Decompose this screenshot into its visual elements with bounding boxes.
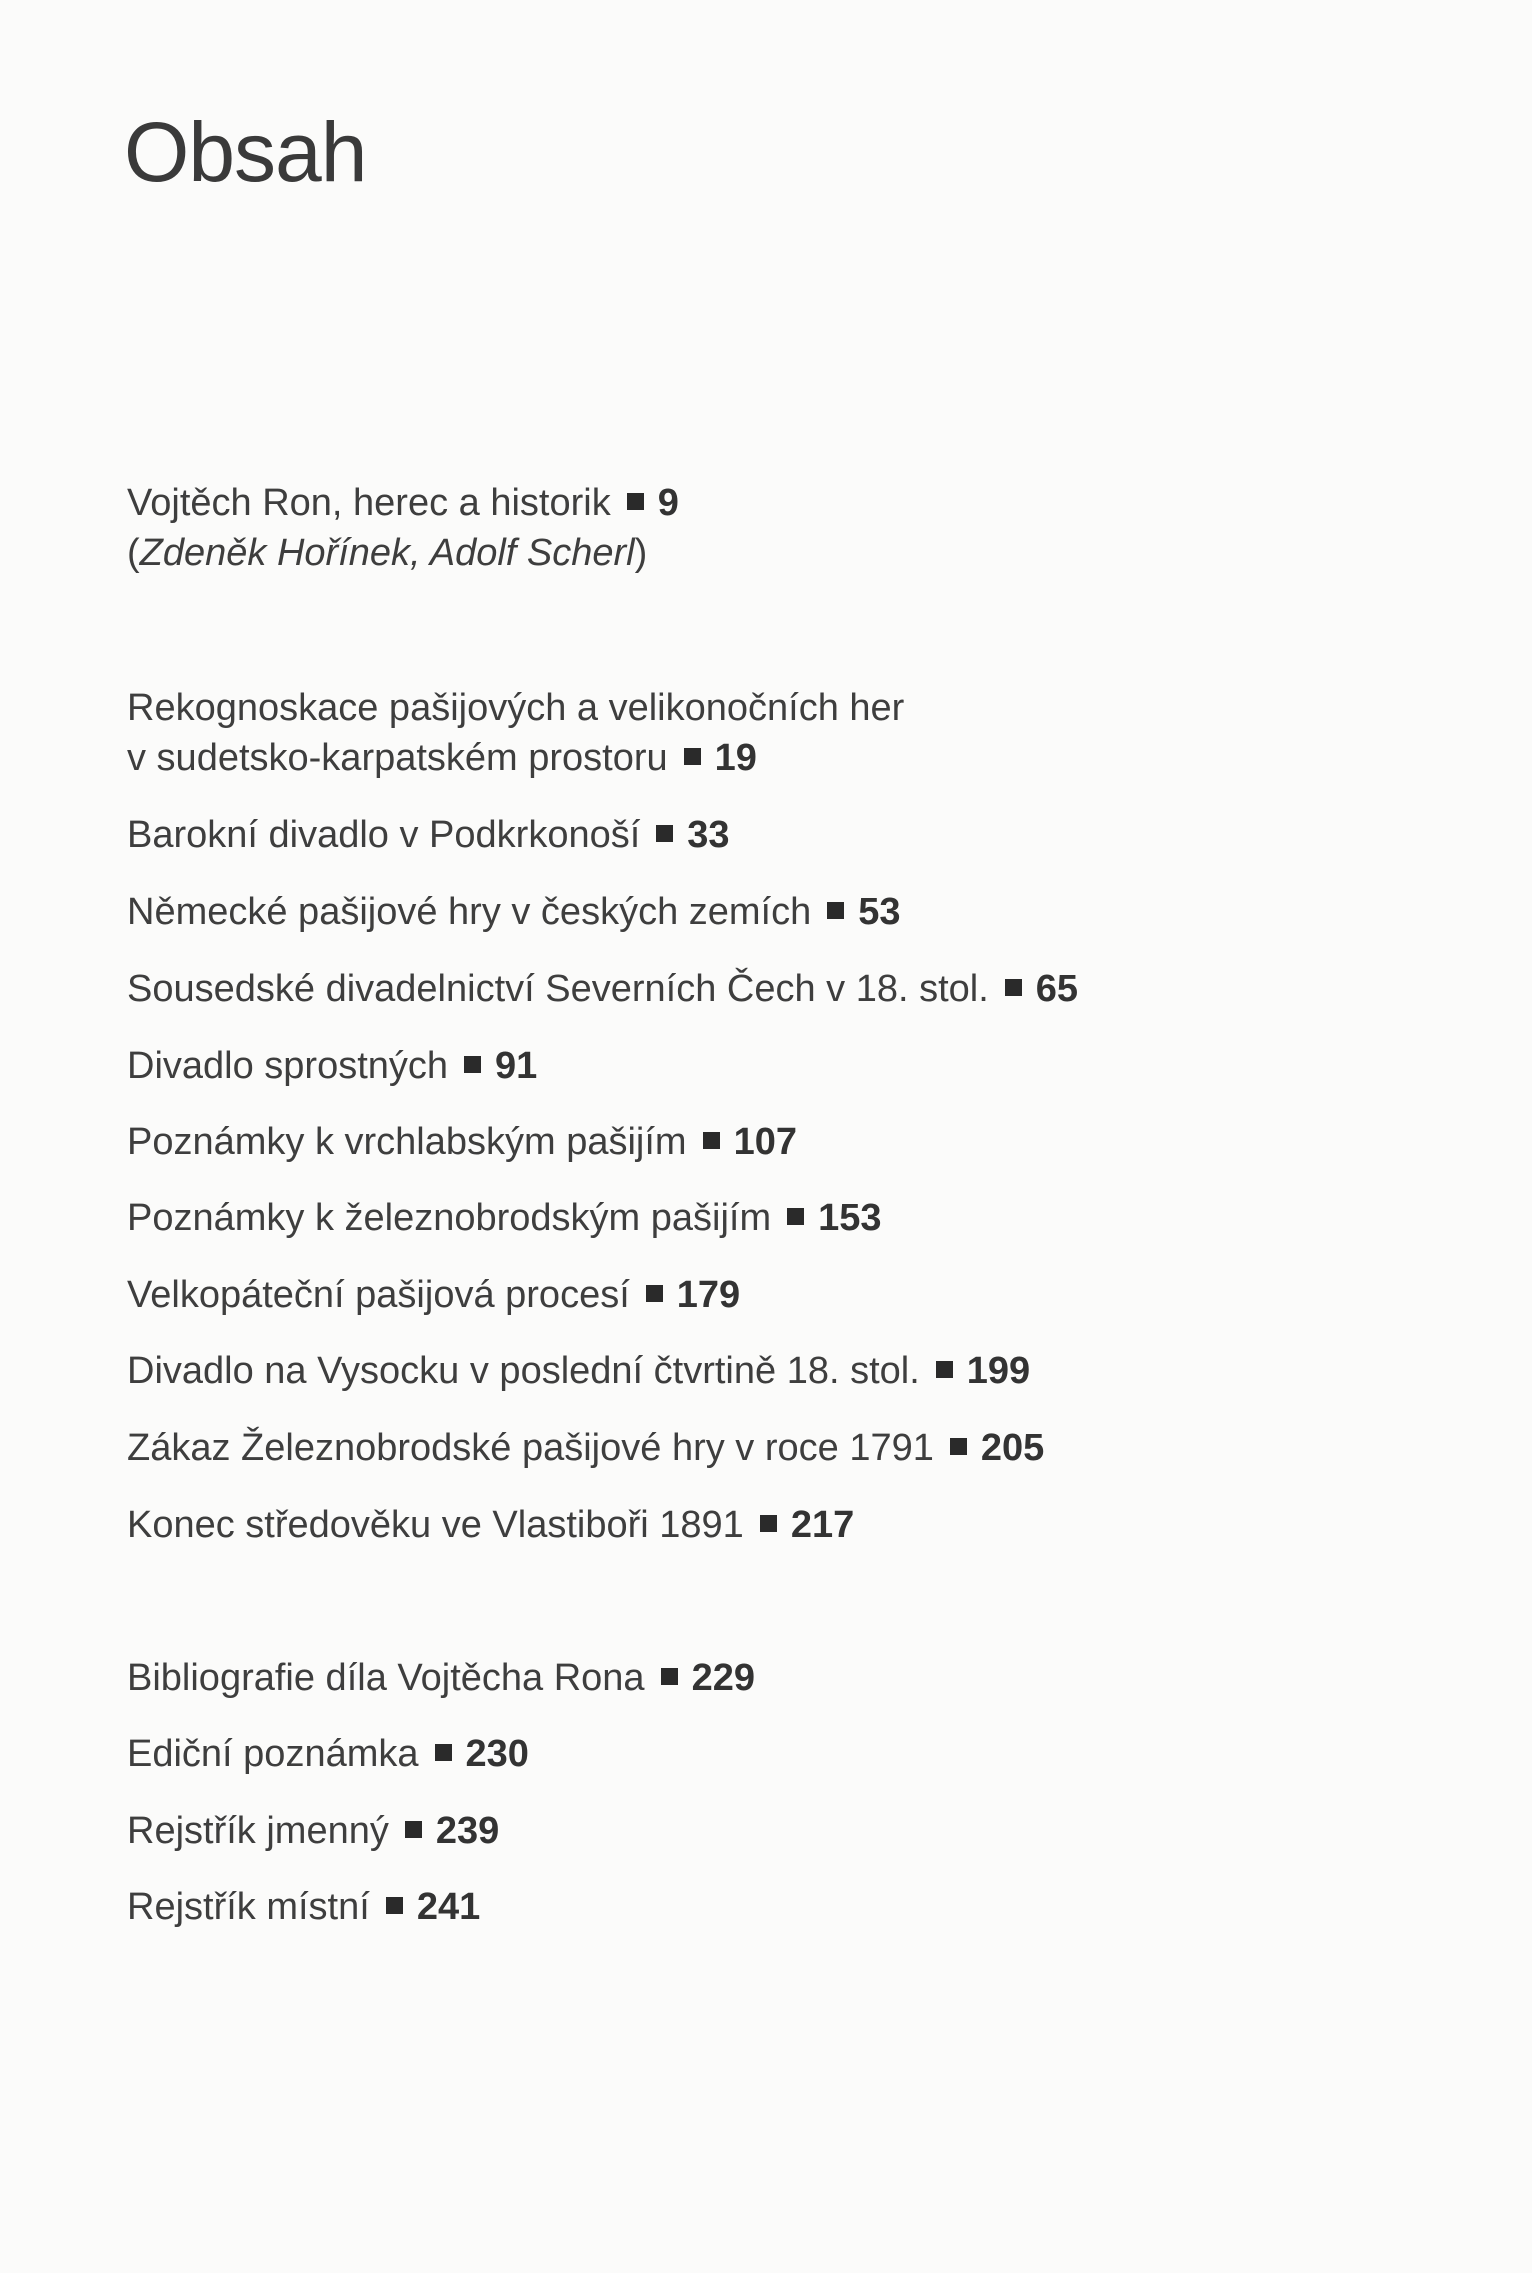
page-number: 179 (676, 1274, 741, 1316)
authors-names: Zdeněk Hořínek, Adolf Scherl (139, 532, 635, 574)
entry-title-line-2: v sudetsko-karpatském prostoru (127, 737, 668, 779)
entry-title: Poznámky k železnobrodským pašijím (127, 1197, 772, 1239)
page-number: 241 (416, 1886, 481, 1928)
entry-title: Divadlo na Vysocku v poslední čtvrtině 18. stol. (127, 1350, 920, 1392)
toc-entry[interactable] (127, 810, 730, 860)
entry-title: Vojtěch Ron, herec a historik (127, 482, 611, 524)
toc-entry[interactable] (127, 1270, 740, 1320)
toc-entry[interactable] (127, 1806, 499, 1856)
entry-title: Sousedské divadelnictví Severních Čech v 18. stol. (127, 968, 989, 1010)
toc-entry[interactable] (127, 1423, 1044, 1473)
entry-title: Rejstřík místní (127, 1886, 370, 1928)
page-number: 53 (858, 891, 901, 933)
page-number: 199 (966, 1350, 1031, 1392)
square-bullet-icon (386, 1897, 403, 1914)
toc-entry[interactable] (127, 887, 901, 937)
square-bullet-icon (760, 1515, 777, 1532)
entry-title: Bibliografie díla Vojtěcha Rona (127, 1657, 645, 1699)
entry-title: Velkopáteční pašijová procesí (127, 1274, 630, 1316)
page-number: 91 (495, 1045, 538, 1087)
toc-entry[interactable] (127, 1882, 480, 1932)
entry-title: Divadlo sprostných (127, 1045, 449, 1087)
square-bullet-icon (703, 1132, 720, 1149)
entry-title: Konec středověku ve Vlastiboři 1891 (127, 1504, 744, 1546)
page-number: 33 (687, 814, 730, 856)
toc-entry-intro[interactable] (127, 478, 679, 578)
square-bullet-icon (464, 1056, 481, 1073)
square-bullet-icon (656, 825, 673, 842)
square-bullet-icon (405, 1821, 422, 1838)
square-bullet-icon (787, 1208, 804, 1225)
page-number: 107 (733, 1121, 797, 1163)
square-bullet-icon (950, 1438, 967, 1455)
page-number: 239 (435, 1810, 500, 1852)
entry-title: Ediční poznámka (127, 1733, 419, 1775)
toc-entry[interactable] (127, 1653, 755, 1703)
square-bullet-icon (1005, 979, 1022, 996)
toc-entry[interactable] (127, 683, 904, 783)
page-title: Obsah (124, 105, 367, 199)
page-number: 9 (657, 482, 679, 524)
toc-entry[interactable] (127, 1193, 882, 1243)
entry-title: Německé pašijové hry v českých zemích (127, 891, 812, 933)
square-bullet-icon (936, 1361, 953, 1378)
entry-title: Poznámky k vrchlabským pašijím (127, 1121, 687, 1163)
page-number: 229 (691, 1657, 755, 1699)
toc-entry[interactable] (127, 1346, 1030, 1396)
entry-authors: (Zdeněk Hořínek, Adolf Scherl) (127, 532, 648, 574)
page-number: 65 (1035, 968, 1079, 1010)
square-bullet-icon (627, 493, 644, 510)
entry-title: Zákaz Železnobrodské pašijové hry v roce 1791 (127, 1427, 934, 1469)
entry-title: Barokní divadlo v Podkrkonoší (127, 814, 641, 856)
square-bullet-icon (646, 1285, 663, 1302)
toc-entry[interactable] (127, 964, 1078, 1014)
toc-entry[interactable] (127, 1729, 529, 1779)
square-bullet-icon (684, 748, 701, 765)
square-bullet-icon (435, 1744, 452, 1761)
square-bullet-icon (661, 1668, 678, 1685)
page-number: 19 (714, 737, 757, 779)
toc-entry[interactable] (127, 1117, 797, 1167)
page-number: 230 (465, 1733, 529, 1775)
page-number: 217 (790, 1504, 855, 1546)
toc-entry[interactable] (127, 1041, 537, 1091)
entry-title-line-1: Rekognoskace pašijových a velikonočních her (127, 687, 905, 729)
toc-entry[interactable] (127, 1500, 854, 1550)
page-number: 205 (980, 1427, 1045, 1469)
square-bullet-icon (827, 902, 844, 919)
page-number: 153 (818, 1197, 882, 1239)
entry-title: Rejstřík jmenný (127, 1810, 389, 1852)
